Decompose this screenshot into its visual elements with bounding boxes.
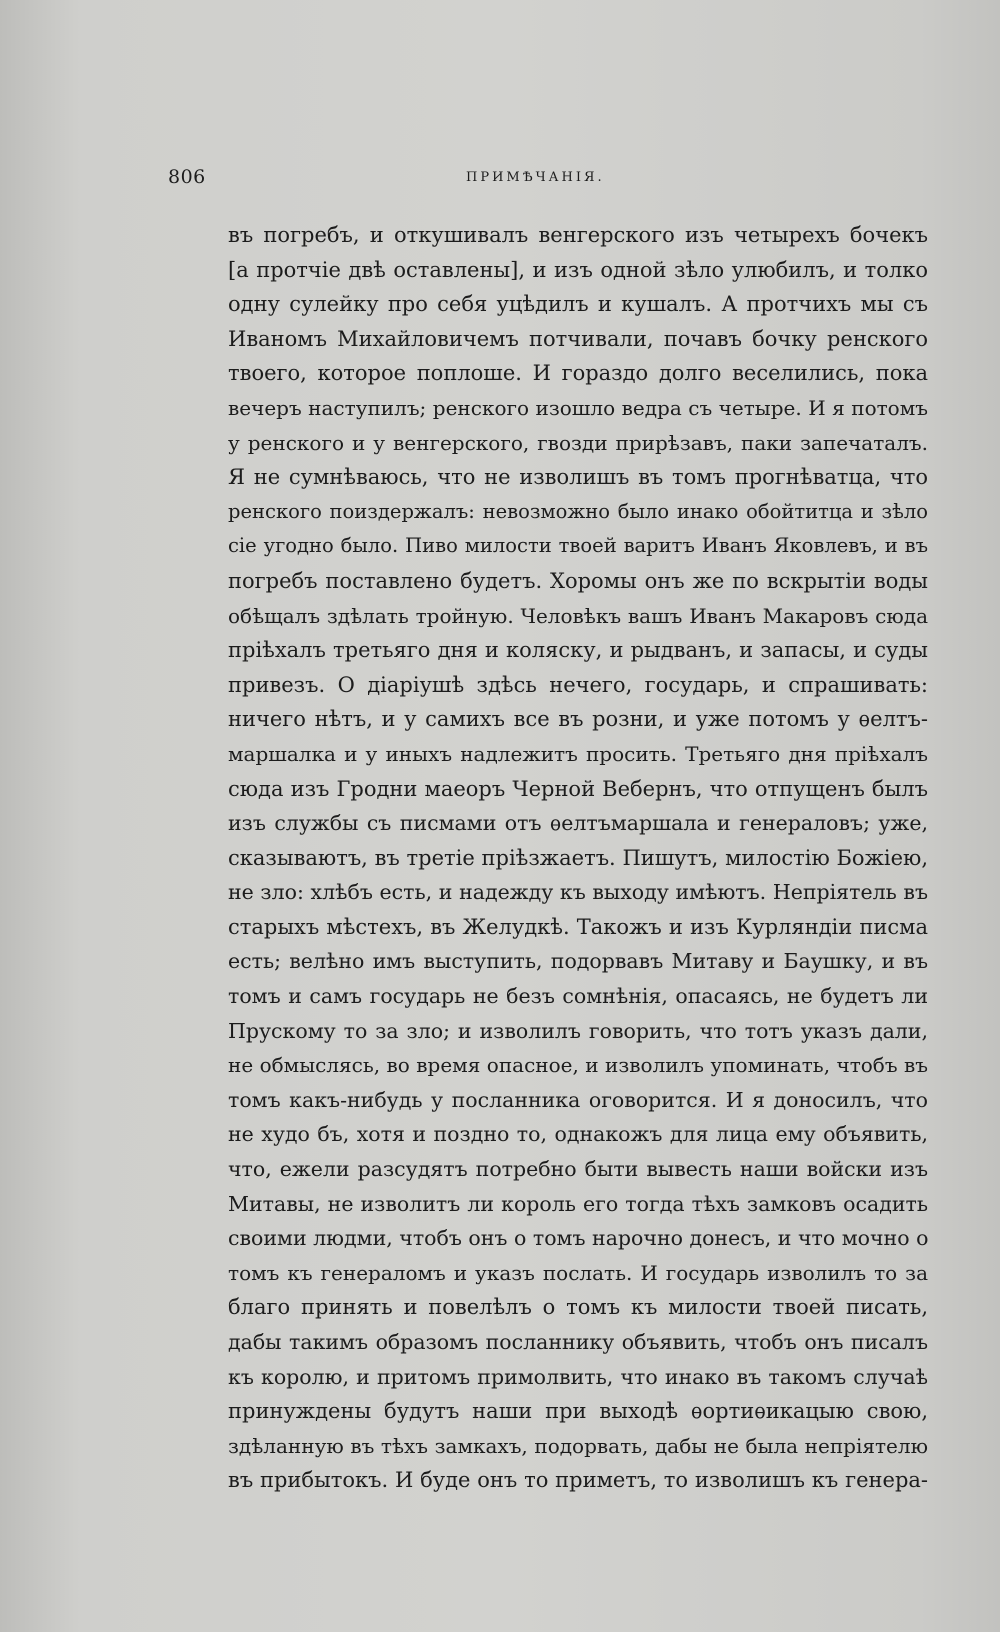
text-line: старыхъ мѣстехъ, въ Желудкѣ. Такожъ и изъ Курляндіи писма bbox=[228, 914, 928, 939]
text-line: ренского поиздержалъ: невозможно было инако обойтитца и зѣло bbox=[228, 499, 928, 523]
text-line: сіе угодно было. Пиво милости твоей варитъ Иванъ Яковлевъ, и въ bbox=[228, 534, 928, 558]
text-line: сказываютъ, въ третіе пріѣзжаетъ. Пишутъ, милостію Божіею, bbox=[228, 845, 928, 870]
text-line: обѣщалъ здѣлать тройную. Человѣкъ вашъ Иванъ Макаровъ сюда bbox=[228, 603, 928, 628]
text-line: изъ службы съ писмами отъ ѳелтъмаршала и генераловъ; уже, bbox=[228, 811, 928, 836]
text-line: томъ и самъ государь не безъ сомнѣнія, опасаясь, не будетъ ли bbox=[228, 984, 928, 1009]
text-line: что, ежели разсудятъ потребно быти вывесть наши войски изъ bbox=[228, 1157, 928, 1182]
text-line: томъ какъ-нибудь у посланника оговорится. И я доносилъ, что bbox=[228, 1087, 928, 1112]
text-line: въ погребъ, и откушивалъ венгерского изъ четырехъ бочекъ bbox=[228, 223, 928, 247]
text-line: принуждены будутъ наши при выходѣ ѳортиѳикацыю свою, bbox=[228, 1399, 928, 1424]
text-line: къ королю, и притомъ примолвить, что инако въ такомъ случаѣ bbox=[228, 1364, 928, 1389]
page-number: 806 bbox=[168, 166, 206, 188]
text-line: Я не сумнѣваюсь, что не изволишъ въ томъ прогнѣватца, что bbox=[228, 465, 928, 490]
text-line: здѣланную въ тѣхъ замкахъ, подорвать, дабы не была непріятелю bbox=[228, 1433, 928, 1458]
text-line: дабы такимъ образомъ посланнику объявить, чтобъ онъ писалъ bbox=[228, 1330, 928, 1354]
text-line: томъ къ генераломъ и указъ послать. И государь изволилъ то за bbox=[228, 1260, 928, 1285]
text-line: своими людми, чтобъ онъ о томъ нарочно донесъ, и что мочно о bbox=[228, 1226, 929, 1251]
running-title: ПРИМѢЧАНІЯ. bbox=[466, 170, 605, 185]
text-line: не худо бъ, хотя и поздно то, однакожъ для лица ему объявить, bbox=[228, 1122, 928, 1147]
text-line: [а протчіе двѣ оставлены], и изъ одной зѣло улюбилъ, и толко bbox=[228, 257, 928, 282]
text-line: Иваномъ Михайловичемъ потчивали, почавъ бочку ренского bbox=[228, 326, 928, 351]
text-line: одну сулейку про себя уцѣдилъ и кушалъ. А протчихъ мы съ bbox=[228, 292, 928, 317]
text-line: твоего, которое поплоше. И гораздо долго веселились, пока bbox=[228, 361, 928, 386]
text-line: у ренского и у венгерского, гвозди прирѣзавъ, паки запечаталъ. bbox=[228, 430, 928, 455]
text-line: не обмыслясь, во время опасное, и изволилъ упоминать, чтобъ въ bbox=[228, 1053, 928, 1078]
text-line: сюда изъ Гродни маеоръ Черной Вебернъ, что отпущенъ былъ bbox=[228, 776, 928, 801]
text-line: въ прибытокъ. И буде онъ то приметъ, то изволишъ къ генера- bbox=[228, 1468, 928, 1493]
text-line: привезъ. О діаріушѣ здѣсь нечего, государь, и спрашивать: bbox=[228, 672, 928, 697]
text-line: Митавы, не изволитъ ли король его тогда тѣхъ замковъ осадить bbox=[228, 1191, 928, 1216]
text-line: есть; велѣно имъ выступить, подорвавъ Митаву и Баушку, и въ bbox=[228, 949, 928, 974]
text-line: маршалка и у иныхъ надлежитъ просить. Третьяго дня пріѣхалъ bbox=[228, 741, 928, 766]
text-line: не зло: хлѣбъ есть, и надежду къ выходу имѣютъ. Непріятель въ bbox=[228, 880, 928, 905]
text-line: Прускому то за зло; и изволилъ говорить, что тотъ указъ дали, bbox=[228, 1018, 928, 1043]
text-line: благо принять и повелѣлъ о томъ къ милости твоей писать, bbox=[228, 1295, 928, 1320]
text-line: пріѣхалъ третьяго дня и коляску, и рыдванъ, и запасы, и суды bbox=[228, 638, 928, 663]
text-line: вечеръ наступилъ; ренского изошло ведра съ четыре. И я потомъ bbox=[228, 395, 928, 420]
text-line: ничего нѣтъ, и у самихъ все въ розни, и уже потомъ у ѳелтъ- bbox=[228, 707, 928, 732]
body-text bbox=[228, 218, 928, 1498]
text-line: погребъ поставлено будетъ. Хоромы онъ же по вскрытіи воды bbox=[228, 568, 928, 593]
